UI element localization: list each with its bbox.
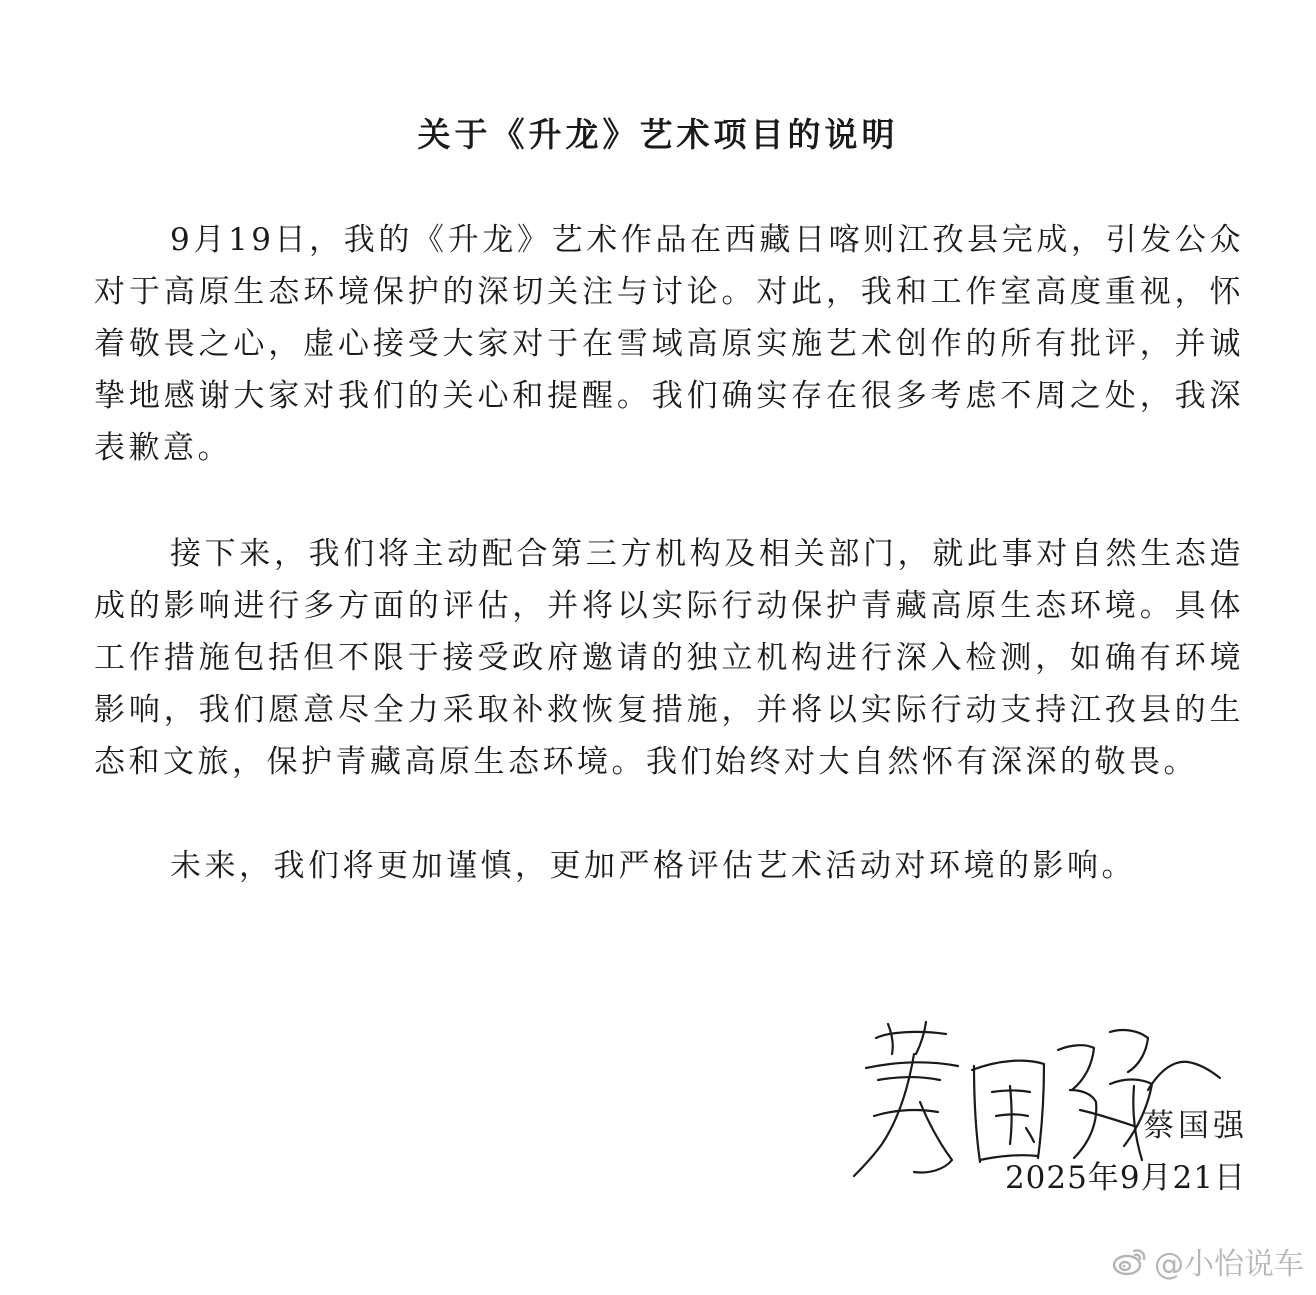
weibo-icon: [1112, 1246, 1148, 1276]
paragraph-2: 接下来，我们将主动配合第三方机构及相关部门，就此事对自然生态造成的影响进行多方面的评估，并将以实际行动保护青藏高原生态环境。具体工作措施包括但不限于接受政府邀请的独立机构进行深入检测，如确有环境影响，我们愿意尽全力采取补救恢复措施，并将以实际行动支持江孜县的生态和文旅，保护青藏高原生态环境。我们始终对大自然怀有深深的敬畏。: [94, 536, 1244, 780]
document-title: 关于《升龙》艺术项目的说明: [417, 115, 899, 154]
watermark-handle: @小怡说车: [1154, 1247, 1304, 1282]
paragraph-1: 9月19日，我的《升龙》艺术作品在西藏日喀则江孜县完成，引发公众对于高原生态环境保护的深切关注与讨论。对此，我和工作室高度重视，怀着敬畏之心，虚心接受大家对于在雪域高原实施艺术创作的所有批评，并诚挚地感谢大家对我们的关心和提醒。我们确实存在很多考虑不周之处，我深表歉意。: [94, 222, 1244, 466]
signature-date: 2025年9月21日: [1004, 1160, 1246, 1196]
signer-name: 蔡国强: [1143, 1108, 1248, 1144]
watermark: [1112, 1240, 1304, 1282]
paragraph-3: 未来，我们将更加谨慎，更加严格评估艺术活动对环境的影响。: [170, 848, 1136, 884]
